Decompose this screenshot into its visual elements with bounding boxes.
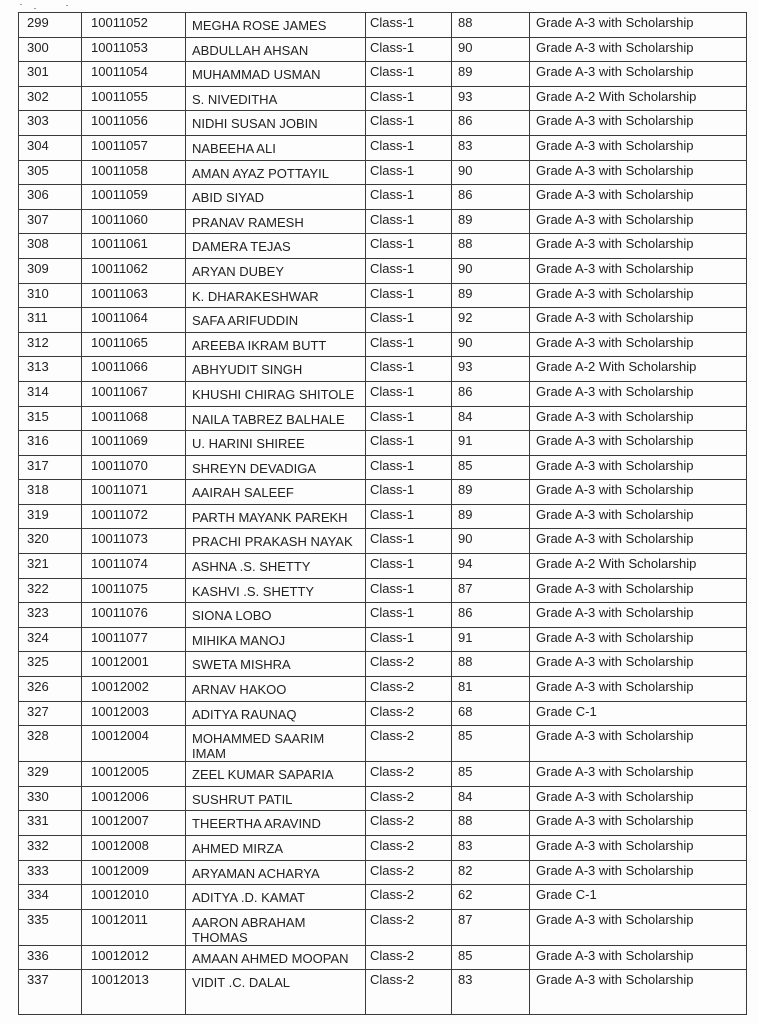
student-name-cell: AAIRAH SALEEF xyxy=(186,480,366,505)
student-name-cell: SIONA LOBO xyxy=(186,603,366,628)
grade-cell: Grade A-3 with Scholarship xyxy=(530,786,747,811)
grade-cell: Grade A-3 with Scholarship xyxy=(530,209,747,234)
marks-cell: 89 xyxy=(452,480,530,505)
serial-number-cell: 308 xyxy=(19,234,82,259)
class-cell: Class-2 xyxy=(366,945,452,970)
student-name-cell: ARNAV HAKOO xyxy=(186,677,366,702)
table-row xyxy=(19,504,747,529)
marks-cell: 90 xyxy=(452,332,530,357)
serial-number-cell: 329 xyxy=(19,762,82,787)
roll-number-cell: 10012004 xyxy=(82,726,186,762)
marks-cell: 87 xyxy=(452,578,530,603)
grade-cell: Grade A-3 with Scholarship xyxy=(530,406,747,431)
serial-number-cell: 337 xyxy=(19,970,82,1015)
student-name-cell: KHUSHI CHIRAG SHITOLE xyxy=(186,381,366,406)
grade-cell: Grade A-3 with Scholarship xyxy=(530,726,747,762)
marks-cell: 85 xyxy=(452,455,530,480)
grade-cell: Grade A-3 with Scholarship xyxy=(530,308,747,333)
marks-cell: 90 xyxy=(452,160,530,185)
class-cell: Class-1 xyxy=(366,308,452,333)
student-name-cell: NABEEHA ALI xyxy=(186,135,366,160)
marks-cell: 83 xyxy=(452,836,530,861)
grade-cell: Grade A-3 with Scholarship xyxy=(530,677,747,702)
class-cell: Class-1 xyxy=(366,455,452,480)
class-cell: Class-1 xyxy=(366,111,452,136)
marks-cell: 82 xyxy=(452,860,530,885)
serial-number-cell: 307 xyxy=(19,209,82,234)
marks-cell: 89 xyxy=(452,209,530,234)
class-cell: Class-1 xyxy=(366,529,452,554)
student-name-cell: PRACHI PRAKASH NAYAK xyxy=(186,529,366,554)
serial-number-cell: 330 xyxy=(19,786,82,811)
grade-cell: Grade A-3 with Scholarship xyxy=(530,37,747,62)
table-row xyxy=(19,455,747,480)
serial-number-cell: 334 xyxy=(19,885,82,910)
marks-cell: 85 xyxy=(452,945,530,970)
student-name-cell: ASHNA .S. SHETTY xyxy=(186,554,366,579)
student-name-cell: S. NIVEDITHA xyxy=(186,86,366,111)
serial-number-cell: 315 xyxy=(19,406,82,431)
marks-cell: 62 xyxy=(452,885,530,910)
grade-cell: Grade A-3 with Scholarship xyxy=(530,332,747,357)
marks-cell: 84 xyxy=(452,786,530,811)
serial-number-cell: 323 xyxy=(19,603,82,628)
grade-cell: Grade A-3 with Scholarship xyxy=(530,185,747,210)
student-name-cell: ADITYA .D. KAMAT xyxy=(186,885,366,910)
roll-number-cell: 10011072 xyxy=(82,504,186,529)
table-row xyxy=(19,945,747,970)
serial-number-cell: 311 xyxy=(19,308,82,333)
marks-cell: 89 xyxy=(452,504,530,529)
student-name-cell: ARYAN DUBEY xyxy=(186,258,366,283)
table-row xyxy=(19,406,747,431)
roll-number-cell: 10012008 xyxy=(82,836,186,861)
serial-number-cell: 321 xyxy=(19,554,82,579)
class-cell: Class-2 xyxy=(366,836,452,861)
table-row xyxy=(19,431,747,456)
student-name-cell: ABDULLAH AHSAN xyxy=(186,37,366,62)
grade-cell: Grade A-3 with Scholarship xyxy=(530,652,747,677)
grade-cell: Grade A-3 with Scholarship xyxy=(530,62,747,87)
roll-number-cell: 10011065 xyxy=(82,332,186,357)
roll-number-cell: 10011061 xyxy=(82,234,186,259)
class-cell: Class-2 xyxy=(366,652,452,677)
class-cell: Class-1 xyxy=(366,504,452,529)
marks-cell: 92 xyxy=(452,308,530,333)
serial-number-cell: 319 xyxy=(19,504,82,529)
grade-cell: Grade A-3 with Scholarship xyxy=(530,970,747,1015)
table-row xyxy=(19,332,747,357)
marks-cell: 91 xyxy=(452,627,530,652)
class-cell: Class-2 xyxy=(366,885,452,910)
grade-cell: Grade A-3 with Scholarship xyxy=(530,431,747,456)
class-cell: Class-2 xyxy=(366,726,452,762)
serial-number-cell: 335 xyxy=(19,909,82,945)
student-name-cell: MIHIKA MANOJ xyxy=(186,627,366,652)
roll-number-cell: 10012012 xyxy=(82,945,186,970)
grade-cell: Grade A-3 with Scholarship xyxy=(530,258,747,283)
scan-speck xyxy=(66,5,68,6)
grade-cell: Grade A-3 with Scholarship xyxy=(530,529,747,554)
table-row xyxy=(19,283,747,308)
serial-number-cell: 303 xyxy=(19,111,82,136)
student-name-cell: SHREYN DEVADIGA xyxy=(186,455,366,480)
table-row xyxy=(19,970,747,1015)
grade-cell: Grade A-3 with Scholarship xyxy=(530,13,747,38)
table-row xyxy=(19,603,747,628)
serial-number-cell: 336 xyxy=(19,945,82,970)
student-name-cell: ARYAMAN ACHARYA xyxy=(186,860,366,885)
table-row xyxy=(19,554,747,579)
table-row xyxy=(19,786,747,811)
roll-number-cell: 10011052 xyxy=(82,13,186,38)
table-row xyxy=(19,308,747,333)
student-name-cell: K. DHARAKESHWAR xyxy=(186,283,366,308)
marks-cell: 90 xyxy=(452,37,530,62)
table-row xyxy=(19,258,747,283)
student-name-cell: SWETA MISHRA xyxy=(186,652,366,677)
roll-number-cell: 10011057 xyxy=(82,135,186,160)
table-row xyxy=(19,909,747,945)
marks-cell: 93 xyxy=(452,357,530,382)
grade-cell: Grade A-3 with Scholarship xyxy=(530,234,747,259)
table-row xyxy=(19,701,747,726)
serial-number-cell: 310 xyxy=(19,283,82,308)
marks-cell: 88 xyxy=(452,13,530,38)
serial-number-cell: 333 xyxy=(19,860,82,885)
class-cell: Class-1 xyxy=(366,627,452,652)
roll-number-cell: 10011053 xyxy=(82,37,186,62)
serial-number-cell: 331 xyxy=(19,811,82,836)
marks-cell: 86 xyxy=(452,111,530,136)
table-row xyxy=(19,811,747,836)
roll-number-cell: 10011055 xyxy=(82,86,186,111)
table-row xyxy=(19,62,747,87)
class-cell: Class-1 xyxy=(366,135,452,160)
marks-cell: 86 xyxy=(452,185,530,210)
serial-number-cell: 314 xyxy=(19,381,82,406)
serial-number-cell: 313 xyxy=(19,357,82,382)
table-row xyxy=(19,381,747,406)
roll-number-cell: 10011075 xyxy=(82,578,186,603)
roll-number-cell: 10011062 xyxy=(82,258,186,283)
grade-cell: Grade A-3 with Scholarship xyxy=(530,135,747,160)
grade-cell: Grade A-3 with Scholarship xyxy=(530,836,747,861)
marks-cell: 85 xyxy=(452,762,530,787)
marks-cell: 81 xyxy=(452,677,530,702)
class-cell: Class-2 xyxy=(366,909,452,945)
marks-cell: 86 xyxy=(452,603,530,628)
marks-cell: 84 xyxy=(452,406,530,431)
class-cell: Class-1 xyxy=(366,62,452,87)
class-cell: Class-1 xyxy=(366,234,452,259)
roll-number-cell: 10011066 xyxy=(82,357,186,382)
grade-cell: Grade A-3 with Scholarship xyxy=(530,578,747,603)
student-name-cell: ABHYUDIT SINGH xyxy=(186,357,366,382)
marks-cell: 83 xyxy=(452,135,530,160)
serial-number-cell: 301 xyxy=(19,62,82,87)
class-cell: Class-1 xyxy=(366,37,452,62)
serial-number-cell: 327 xyxy=(19,701,82,726)
table-row xyxy=(19,86,747,111)
marks-cell: 90 xyxy=(452,529,530,554)
class-cell: Class-1 xyxy=(366,381,452,406)
class-cell: Class-2 xyxy=(366,811,452,836)
table-row xyxy=(19,677,747,702)
student-name-cell: SAFA ARIFUDDIN xyxy=(186,308,366,333)
student-name-cell: AREEBA IKRAM BUTT xyxy=(186,332,366,357)
scan-speck xyxy=(20,4,22,5)
roll-number-cell: 10011067 xyxy=(82,381,186,406)
serial-number-cell: 326 xyxy=(19,677,82,702)
student-name-cell: THEERTHA ARAVIND xyxy=(186,811,366,836)
grade-cell: Grade A-3 with Scholarship xyxy=(530,627,747,652)
serial-number-cell: 316 xyxy=(19,431,82,456)
table-row xyxy=(19,357,747,382)
roll-number-cell: 10011071 xyxy=(82,480,186,505)
class-cell: Class-1 xyxy=(366,86,452,111)
table-row xyxy=(19,160,747,185)
student-name-cell: AHMED MIRZA xyxy=(186,836,366,861)
class-cell: Class-1 xyxy=(366,13,452,38)
serial-number-cell: 299 xyxy=(19,13,82,38)
marks-cell: 87 xyxy=(452,909,530,945)
grade-cell: Grade A-2 With Scholarship xyxy=(530,86,747,111)
roll-number-cell: 10011063 xyxy=(82,283,186,308)
student-name-cell: DAMERA TEJAS xyxy=(186,234,366,259)
marks-cell: 94 xyxy=(452,554,530,579)
roll-number-cell: 10012010 xyxy=(82,885,186,910)
serial-number-cell: 312 xyxy=(19,332,82,357)
table-row xyxy=(19,37,747,62)
grade-cell: Grade A-3 with Scholarship xyxy=(530,603,747,628)
marks-cell: 88 xyxy=(452,234,530,259)
grade-cell: Grade A-3 with Scholarship xyxy=(530,381,747,406)
student-name-cell: PRANAV RAMESH xyxy=(186,209,366,234)
roll-number-cell: 10011074 xyxy=(82,554,186,579)
serial-number-cell: 304 xyxy=(19,135,82,160)
class-cell: Class-1 xyxy=(366,258,452,283)
roll-number-cell: 10011077 xyxy=(82,627,186,652)
roll-number-cell: 10011070 xyxy=(82,455,186,480)
class-cell: Class-1 xyxy=(366,283,452,308)
table-row xyxy=(19,860,747,885)
grade-cell: Grade C-1 xyxy=(530,701,747,726)
serial-number-cell: 300 xyxy=(19,37,82,62)
serial-number-cell: 320 xyxy=(19,529,82,554)
marks-cell: 68 xyxy=(452,701,530,726)
serial-number-cell: 305 xyxy=(19,160,82,185)
class-cell: Class-1 xyxy=(366,554,452,579)
roll-number-cell: 10011068 xyxy=(82,406,186,431)
serial-number-cell: 324 xyxy=(19,627,82,652)
table-row xyxy=(19,185,747,210)
marks-cell: 85 xyxy=(452,726,530,762)
student-name-cell: ADITYA RAUNAQ xyxy=(186,701,366,726)
class-cell: Class-1 xyxy=(366,431,452,456)
class-cell: Class-1 xyxy=(366,406,452,431)
class-cell: Class-2 xyxy=(366,786,452,811)
marks-cell: 83 xyxy=(452,970,530,1015)
class-cell: Class-2 xyxy=(366,970,452,1015)
student-name-cell: MUHAMMAD USMAN xyxy=(186,62,366,87)
grade-cell: Grade A-3 with Scholarship xyxy=(530,455,747,480)
serial-number-cell: 317 xyxy=(19,455,82,480)
roll-number-cell: 10012006 xyxy=(82,786,186,811)
roll-number-cell: 10012007 xyxy=(82,811,186,836)
roll-number-cell: 10011058 xyxy=(82,160,186,185)
roll-number-cell: 10011064 xyxy=(82,308,186,333)
roll-number-cell: 10012011 xyxy=(82,909,186,945)
serial-number-cell: 325 xyxy=(19,652,82,677)
table-row xyxy=(19,529,747,554)
table-row xyxy=(19,578,747,603)
roll-number-cell: 10012005 xyxy=(82,762,186,787)
class-cell: Class-1 xyxy=(366,185,452,210)
student-name-cell: ABID SIYAD xyxy=(186,185,366,210)
roll-number-cell: 10011069 xyxy=(82,431,186,456)
student-name-cell: ZEEL KUMAR SAPARIA xyxy=(186,762,366,787)
roll-number-cell: 10012009 xyxy=(82,860,186,885)
class-cell: Class-1 xyxy=(366,578,452,603)
marks-cell: 90 xyxy=(452,258,530,283)
grade-cell: Grade A-2 With Scholarship xyxy=(530,554,747,579)
table-row xyxy=(19,209,747,234)
class-cell: Class-1 xyxy=(366,357,452,382)
roll-number-cell: 10012001 xyxy=(82,652,186,677)
class-cell: Class-2 xyxy=(366,762,452,787)
class-cell: Class-1 xyxy=(366,603,452,628)
marks-cell: 93 xyxy=(452,86,530,111)
student-name-cell: NAILA TABREZ BALHALE xyxy=(186,406,366,431)
serial-number-cell: 322 xyxy=(19,578,82,603)
table-row xyxy=(19,13,747,38)
grade-cell: Grade A-3 with Scholarship xyxy=(530,480,747,505)
student-name-cell: SUSHRUT PATIL xyxy=(186,786,366,811)
marks-cell: 89 xyxy=(452,283,530,308)
student-name-cell: U. HARINI SHIREE xyxy=(186,431,366,456)
student-name-cell: KASHVI .S. SHETTY xyxy=(186,578,366,603)
marks-cell: 89 xyxy=(452,62,530,87)
grade-cell: Grade A-3 with Scholarship xyxy=(530,111,747,136)
table-row xyxy=(19,234,747,259)
class-cell: Class-2 xyxy=(366,701,452,726)
marks-cell: 88 xyxy=(452,811,530,836)
roll-number-cell: 10011056 xyxy=(82,111,186,136)
roll-number-cell: 10011073 xyxy=(82,529,186,554)
class-cell: Class-1 xyxy=(366,160,452,185)
table-row xyxy=(19,762,747,787)
table-row xyxy=(19,135,747,160)
grade-cell: Grade A-3 with Scholarship xyxy=(530,504,747,529)
table-row xyxy=(19,836,747,861)
student-name-cell: NIDHI SUSAN JOBIN xyxy=(186,111,366,136)
student-name-cell: MEGHA ROSE JAMES xyxy=(186,13,366,38)
roll-number-cell: 10011076 xyxy=(82,603,186,628)
serial-number-cell: 306 xyxy=(19,185,82,210)
serial-number-cell: 328 xyxy=(19,726,82,762)
student-name-cell: AMAN AYAZ POTTAYIL xyxy=(186,160,366,185)
grade-cell: Grade A-3 with Scholarship xyxy=(530,160,747,185)
grade-cell: Grade A-3 with Scholarship xyxy=(530,860,747,885)
student-name-cell: AARON ABRAHAM THOMAS xyxy=(186,909,366,945)
table-row xyxy=(19,111,747,136)
grade-cell: Grade A-3 with Scholarship xyxy=(530,909,747,945)
results-table-body xyxy=(19,13,747,1015)
scan-speck xyxy=(34,8,36,9)
student-name-cell: MOHAMMED SAARIM IMAM xyxy=(186,726,366,762)
table-row xyxy=(19,627,747,652)
grade-cell: Grade A-3 with Scholarship xyxy=(530,945,747,970)
class-cell: Class-1 xyxy=(366,332,452,357)
serial-number-cell: 318 xyxy=(19,480,82,505)
roll-number-cell: 10012002 xyxy=(82,677,186,702)
grade-cell: Grade A-2 With Scholarship xyxy=(530,357,747,382)
class-cell: Class-1 xyxy=(366,480,452,505)
marks-cell: 86 xyxy=(452,381,530,406)
table-row xyxy=(19,480,747,505)
class-cell: Class-1 xyxy=(366,209,452,234)
class-cell: Class-2 xyxy=(366,677,452,702)
grade-cell: Grade A-3 with Scholarship xyxy=(530,811,747,836)
marks-cell: 88 xyxy=(452,652,530,677)
roll-number-cell: 10011059 xyxy=(82,185,186,210)
roll-number-cell: 10011060 xyxy=(82,209,186,234)
student-name-cell: VIDIT .C. DALAL xyxy=(186,970,366,1015)
roll-number-cell: 10011054 xyxy=(82,62,186,87)
table-row xyxy=(19,885,747,910)
student-name-cell: PARTH MAYANK PAREKH xyxy=(186,504,366,529)
grade-cell: Grade A-3 with Scholarship xyxy=(530,762,747,787)
roll-number-cell: 10012003 xyxy=(82,701,186,726)
grade-cell: Grade A-3 with Scholarship xyxy=(530,283,747,308)
serial-number-cell: 332 xyxy=(19,836,82,861)
table-row xyxy=(19,652,747,677)
student-name-cell: AMAAN AHMED MOOPAN xyxy=(186,945,366,970)
serial-number-cell: 302 xyxy=(19,86,82,111)
results-table xyxy=(18,12,747,1015)
grade-cell: Grade C-1 xyxy=(530,885,747,910)
serial-number-cell: 309 xyxy=(19,258,82,283)
class-cell: Class-2 xyxy=(366,860,452,885)
table-row xyxy=(19,726,747,762)
marks-cell: 91 xyxy=(452,431,530,456)
roll-number-cell: 10012013 xyxy=(82,970,186,1015)
